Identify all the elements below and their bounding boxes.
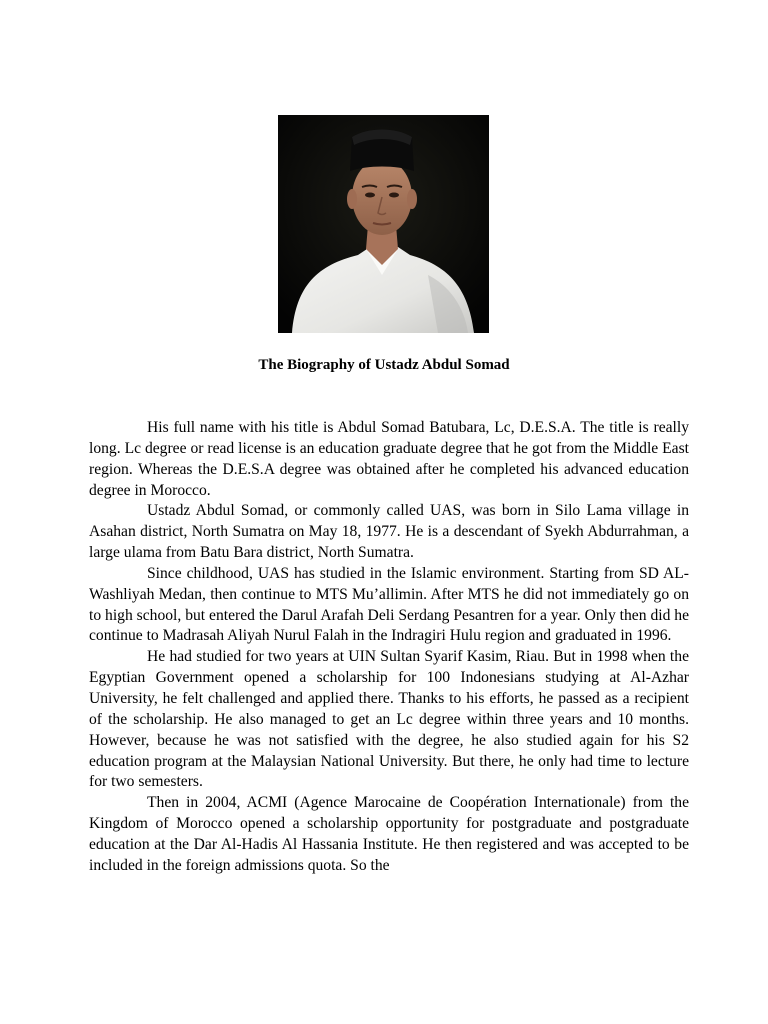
- paragraph: Then in 2004, ACMI (Agence Marocaine de Coopération Internationale) from the Kingdom of Morocco opened a scholarship opportunity for postgraduate and postgraduate education at the Dar Al-Hadis Al Hassania Institute. He then registered and was accepted to be included in the foreign admissions quota. So the: [89, 794, 689, 874]
- paragraph: Since childhood, UAS has studied in the Islamic environment. Starting from SD AL-Washliyah Medan, then continue to MTS Mu’allimin. After MTS he did not immediately go on to high school, but entered the Darul Arafah Deli Serdang Pesantren for a year. Only then did he continue to Madrasah Aliyah Nurul Falah in the Indragiri Hulu region and graduated in 1996.: [89, 564, 689, 645]
- paragraph: He had studied for two years at UIN Sultan Syarif Kasim, Riau. But in 1998 when the Egyptian Government opened a scholarship for 100 Indonesians studying at Al-Azhar University, he felt challenged and applied there. Thanks to his efforts, he passed as a recipient of the scholarship. He also managed to get an Lc degree within three years and 10 months. However, because he was not satisfied with the degree, he also studied again for his S2 education program at the Malaysian National University. But there, he only had time to lecture for two semesters.: [89, 648, 689, 791]
- document-body: [89, 418, 689, 877]
- portrait-photo: [278, 115, 489, 333]
- document-title: The Biography of Ustadz Abdul Somad: [258, 357, 510, 373]
- paragraph: Ustadz Abdul Somad, or commonly called UAS, was born in Silo Lama village in Asahan district, North Sumatra on May 18, 1977. He is a descendant of Syekh Abdurrahman, a large ulama from Batu Bara district, North Sumatra.: [89, 502, 689, 562]
- paragraph: His full name with his title is Abdul Somad Batubara, Lc, D.E.S.A. The title is really long. Lc degree or read license is an education graduate degree that he got from the Middle East region. Whereas the D.E.S.A degree was obtained after he completed his advanced education degree in Morocco.: [89, 419, 689, 499]
